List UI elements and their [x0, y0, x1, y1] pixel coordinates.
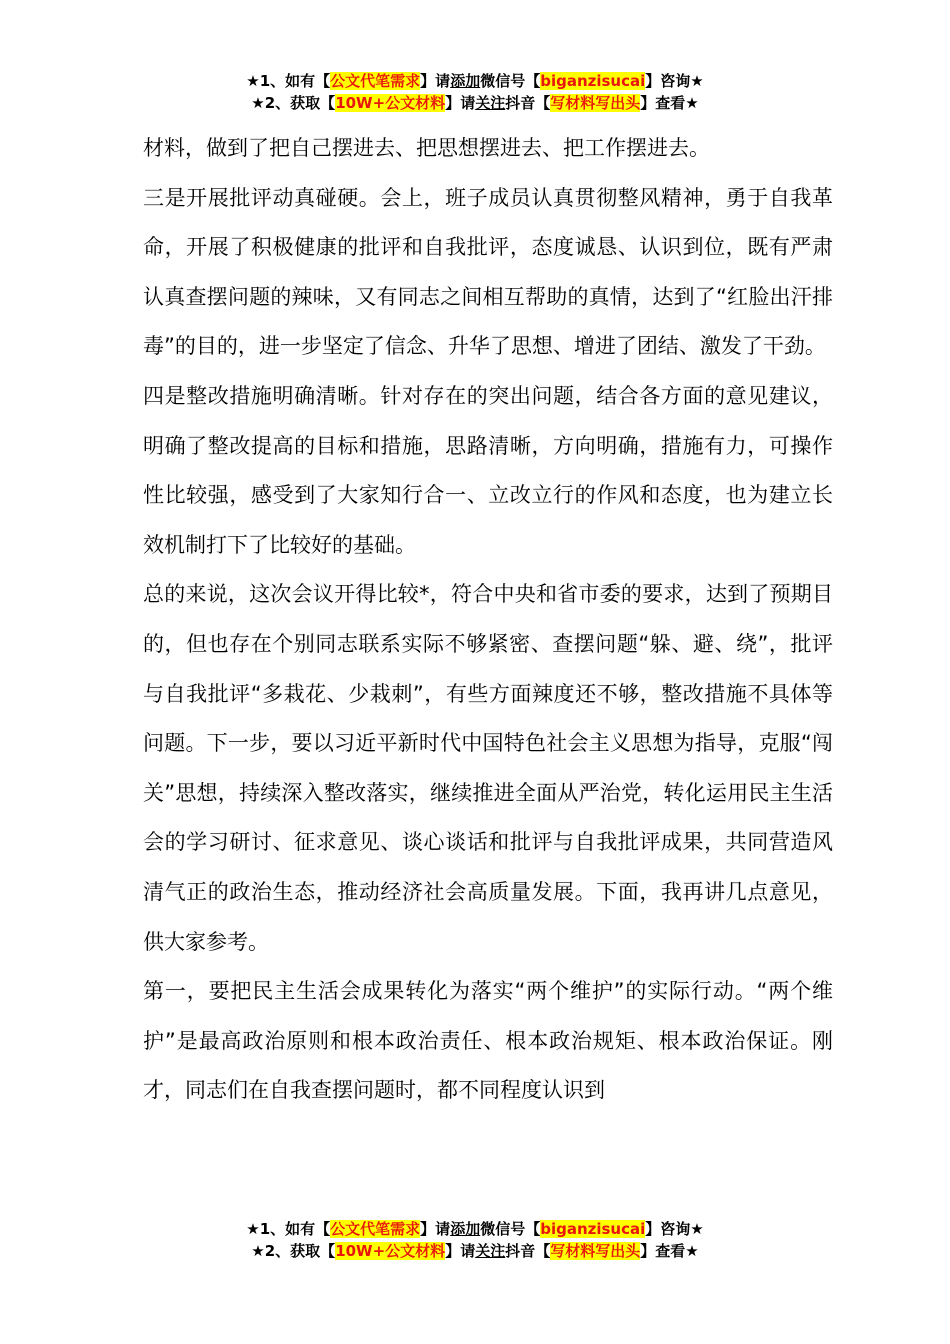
banner-text: 】查看★: [640, 94, 699, 112]
highlight-text: 公文代笔需求: [330, 1220, 421, 1238]
banner-text: 微信号【: [480, 1220, 541, 1238]
underlined-text: 添加: [450, 72, 481, 90]
underlined-text: 关注: [475, 94, 506, 112]
banner-text: 抖音【: [505, 1242, 551, 1260]
header-banner: [0, 70, 950, 114]
banner-text: 】请: [420, 72, 451, 90]
banner-text: 抖音【: [505, 94, 551, 112]
banner-text: 】查看★: [640, 1242, 699, 1260]
banner-line-1: [0, 70, 950, 92]
highlight-text: 写材料写出头: [550, 1242, 641, 1260]
banner-text: 】咨询★: [645, 72, 704, 90]
paragraph: 材料，做到了把自己摆进去、把思想摆进去、把工作摆进去。: [143, 136, 710, 160]
banner-line-2: [0, 92, 950, 114]
paragraph: 总的来说，这次会议开得比较*，符合中央和省市委的要求，达到了预期目的，但也存在个别同志联系实际不够紧密、查摆问题“躲、避、绕”，批评与自我批评“多栽花、少栽刺”，有些方面辣度还不够，整改措施不具体等问题。下一步，要以习近平新时代中国特色社会主义思想为指导，克服“闯关”思想，持续深入整改落实，继续推进全面从严治党，转化运用民主生活会的学习研讨、征求意见、谈心谈话和批评与自我批评成果，共同营造风清气正的政治生态，推动经济社会高质量发展。下面，我再讲几点意见，供大家参考。: [143, 582, 833, 954]
paragraph: 第一，要把民主生活会成果转化为落实“两个维护”的实际行动。“两个维护”是最高政治原则和根本政治责任、根本政治规矩、根本政治保证。刚才，同志们在自我查摆问题时，都不同程度认识到: [143, 979, 833, 1103]
banner-text: ★1、如有【: [246, 1220, 331, 1238]
banner-text: 】请: [445, 1242, 476, 1260]
banner-text: 】请: [445, 94, 476, 112]
banner-text: 微信号【: [480, 72, 541, 90]
banner-text: 】请: [420, 1220, 451, 1238]
highlight-text: 10W+公文材料: [335, 94, 446, 112]
underlined-text: 添加: [450, 1220, 481, 1238]
highlight-text: biganzisucai: [540, 72, 646, 90]
banner-line-2: [0, 1240, 950, 1262]
highlight-text: 10W+公文材料: [335, 1242, 446, 1260]
highlight-text: 公文代笔需求: [330, 72, 421, 90]
footer-banner: [0, 1218, 950, 1262]
highlight-text: 写材料写出头: [550, 94, 641, 112]
banner-text: ★1、如有【: [246, 72, 331, 90]
highlight-text: biganzisucai: [540, 1220, 646, 1238]
banner-text: ★2、获取【: [251, 94, 336, 112]
banner-line-1: [0, 1218, 950, 1240]
paragraph: 三是开展批评动真碰硬。会上，班子成员认真贯彻整风精神，勇于自我革命，开展了积极健康的批评和自我批评，态度诚恳、认识到位，既有严肃认真查摆问题的辣味，又有同志之间相互帮助的真情，达到了“红脸出汗排毒”的目的，进一步坚定了信念、升华了思想、增进了团结、激发了干劲。: [143, 185, 833, 359]
banner-text: 】咨询★: [645, 1220, 704, 1238]
banner-text: ★2、获取【: [251, 1242, 336, 1260]
underlined-text: 关注: [475, 1242, 506, 1260]
paragraph: 四是整改措施明确清晰。针对存在的突出问题，结合各方面的意见建议，明确了整改提高的目标和措施，思路清晰，方向明确，措施有力，可操作性比较强，感受到了大家知行合一、立改立行的作风和态度，也为建立长效机制打下了比较好的基础。: [143, 383, 833, 557]
document-body: [143, 124, 833, 1116]
